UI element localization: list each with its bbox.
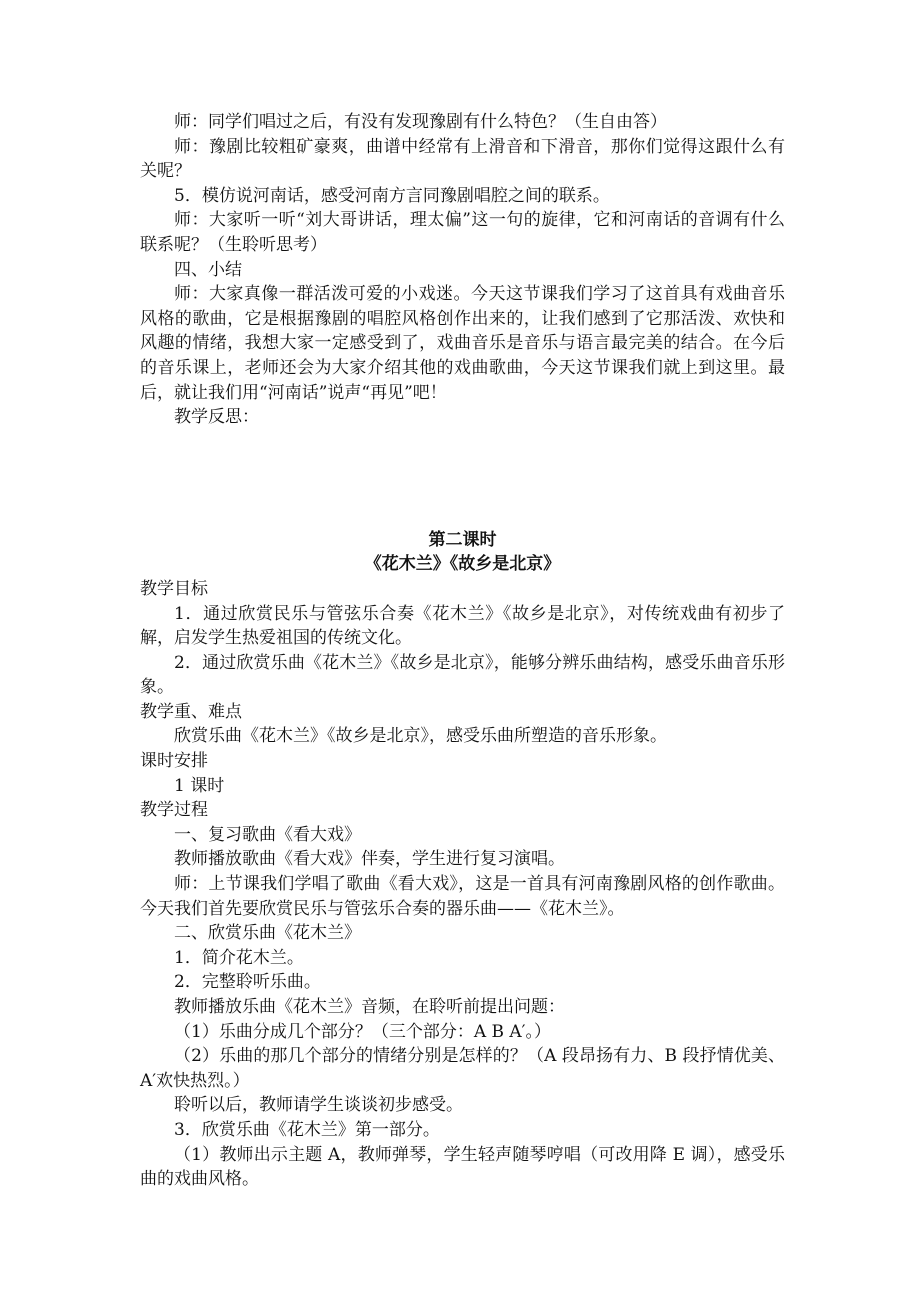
paragraph: 2．通过欣赏乐曲《花木兰》《故乡是北京》，能够分辨乐曲结构，感受乐曲音乐形象。 bbox=[140, 652, 785, 698]
paragraph: 聆听以后，教师请学生谈谈初步感受。 bbox=[174, 1095, 463, 1116]
paragraph: 教学重、难点 bbox=[140, 701, 242, 722]
lesson-heading: 第二课时 bbox=[428, 529, 497, 550]
paragraph: （2）乐曲的那几个部分的情绪分别是怎样的？（A 段昂扬有力、B 段抒情优美、A′欢快热烈。） bbox=[140, 1046, 785, 1091]
paragraph: 教学反思： bbox=[174, 407, 259, 428]
paragraph: 教学目标 bbox=[140, 578, 208, 599]
paragraph: 教师播放乐曲《花木兰》音频，在聆听前提出问题： bbox=[174, 997, 565, 1017]
top-section bbox=[140, 110, 785, 430]
paragraph: 教师播放歌曲《看大戏》伴奏，学生进行复习演唱。 bbox=[174, 849, 565, 870]
paragraph: 四、小结 bbox=[174, 259, 242, 280]
paragraph: 教学过程 bbox=[140, 800, 208, 821]
paragraph: 二、欣赏乐曲《花木兰》 bbox=[174, 923, 361, 944]
paragraph: （1）教师出示主题 A，教师弹琴，学生轻声随琴哼唱（可改用降 E 调），感受乐曲的戏曲风格。 bbox=[140, 1144, 785, 1190]
paragraph: 2．完整聆听乐曲。 bbox=[174, 972, 321, 993]
paragraph: 5．模仿说河南话，感受河南方言同豫剧唱腔之间的联系。 bbox=[174, 185, 610, 206]
paragraph: 1 课时 bbox=[174, 775, 225, 796]
paragraph: （1）乐曲分成几个部分？（三个部分：A B A′。） bbox=[174, 1021, 552, 1042]
lesson-subheading: 《花木兰》《故乡是北京》 bbox=[364, 554, 561, 575]
paragraph: 师：豫剧比较粗矿豪爽，曲谱中经常有上滑音和下滑音，那你们觉得这跟什么有关呢？ bbox=[140, 136, 785, 182]
lesson-body bbox=[140, 577, 785, 1192]
paragraph: 3．欣赏乐曲《花木兰》第一部分。 bbox=[174, 1119, 440, 1140]
paragraph: 欣赏乐曲《花木兰》《故乡是北京》，感受乐曲所塑造的音乐形象。 bbox=[174, 726, 667, 747]
paragraph: 一、复习歌曲《看大戏》 bbox=[174, 824, 361, 845]
paragraph: 师：同学们唱过之后，有没有发现豫剧有什么特色？（生自由答） bbox=[174, 112, 667, 132]
paragraph: 1．简介花木兰。 bbox=[174, 947, 304, 968]
blank-space bbox=[140, 430, 785, 528]
paragraph: 师：大家真像一群活泼可爱的小戏迷。今天这节课我们学习了这首具有戏曲音乐风格的歌曲，它是根据豫剧的唱腔风格创作出来的，让我们感到了它那活泼、欢快和风趣的情绪，我想大家一定感受到了，戏曲音乐是音乐与语言最完美的结合。在今后的音乐课上，老师还会为大家介绍其他的戏曲歌曲，今天这节课我们就上到这里。最后，就让我们用“河南话”说声“再见”吧！ bbox=[140, 284, 785, 403]
paragraph: 师：上节课我们学唱了歌曲《看大戏》，这是一首具有河南豫剧风格的创作歌曲。今天我们首先要欣赏民乐与管弦乐合奏的器乐曲——《花木兰》。 bbox=[140, 874, 785, 919]
paragraph: 师：大家听一听“刘大哥讲话，理太偏”这一句的旋律，它和河南话的音调有什么联系呢？（生聆听思考） bbox=[140, 210, 785, 255]
paragraph: 1．通过欣赏民乐与管弦乐合奏《花木兰》《故乡是北京》，对传统戏曲有初步了解，启发学生热爱祖国的传统文化。 bbox=[140, 603, 785, 649]
paragraph: 课时安排 bbox=[140, 751, 208, 772]
document-page bbox=[140, 110, 785, 1192]
